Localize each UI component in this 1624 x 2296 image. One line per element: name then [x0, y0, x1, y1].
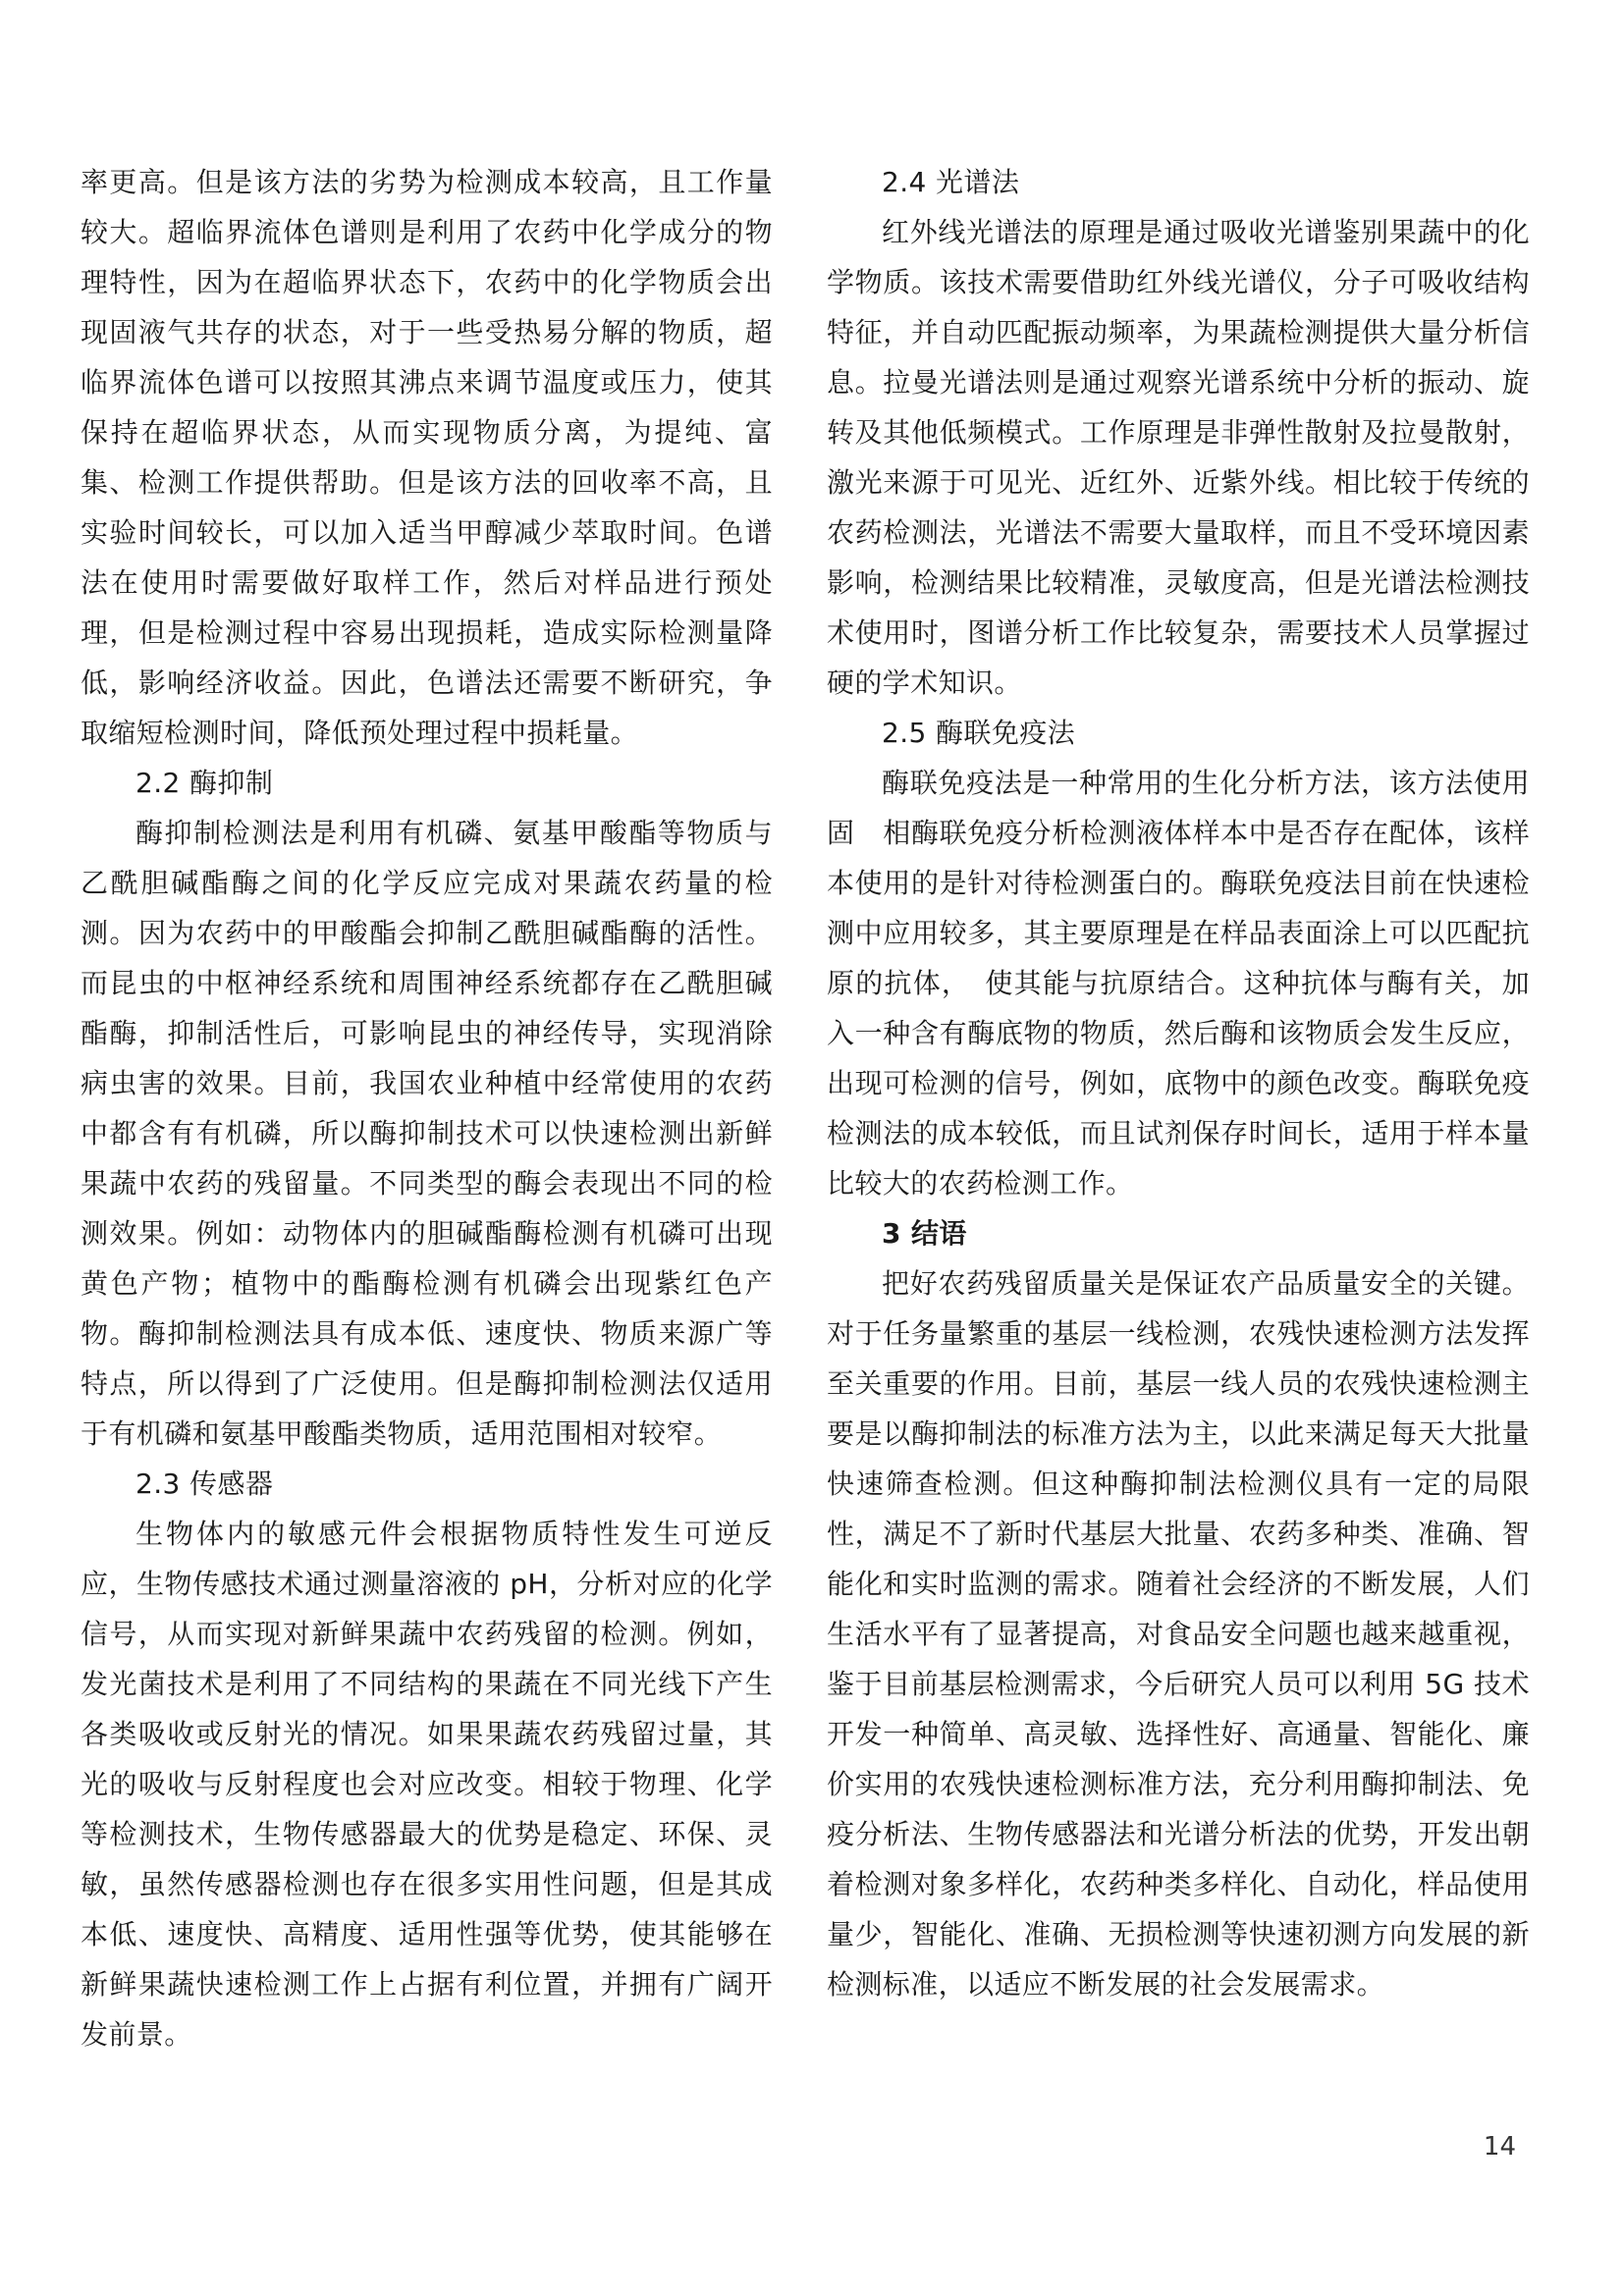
paragraph-enzyme-inhibition: 酶抑制检测法是利用有机磷、氨基甲酸酯等物质与乙酰胆碱酯酶之间的化学反应完成对果蔬农药量的检测。因为农药中的甲酸酯会抑制乙酰胆碱酯酶的活性。而昆虫的中枢神经系统和周围神经系统都存在乙酰胆碱酯酶，抑制活性后，可影响昆虫的神经传导，实现消除病虫害的效果。目前，我国农业种植中经常使用的农药中都含有有机磷，所以酶抑制技术可以快速检测出新鲜果蔬中农药的残留量。不同类型的酶会表现出不同的检测效果。例如：动物体内的胆碱酯酶检测有机磷可出现黄色产物；植物中的酯酶检测有机磷会出现紫红色产物。酶抑制检测法具有成本低、速度快、物质来源广等特点，所以得到了广泛使用。但是酶抑制检测法仅适用于有机磷和氨基甲酸酯类物质，适用范围相对较窄。	[81, 817, 773, 1450]
right-column	[827, 157, 1530, 2009]
heading-elisa: 2.5 酶联免疫法	[882, 717, 1076, 749]
paragraph-elisa: 酶联免疫法是一种常用的生化分析方法，该方法使用固 相酶联免疫分析检测液体样本中是否存在配体，该样本使用的是针对待检测蛋白的。酶联免疫法目前在快速检测中应用较多，其主要原理是在样品表面涂上可以匹配抗原的抗体， 使其能与抗原结合。这种抗体与酶有关，加入一种含有酶底物的物质，然后酶和该物质会发生反应，出现可检测的信号，例如，底物中的颜色改变。酶联免疫检测法的成本较低，而且试剂保存时间长，适用于样本量比较大的农药检测工作。	[827, 767, 1530, 1200]
paragraph-sensor: 生物体内的敏感元件会根据物质特性发生可逆反应，生物传感技术通过测量溶液的 pH，分析对应的化学信号，从而实现对新鲜果蔬中农药残留的检测。例如，发光菌技术是利用了不同结构的果蔬在不同光线下产生各类吸收或反射光的情况。如果果蔬农药残留过量，其光的吸收与反射程度也会对应改变。相较于物理、化学等检测技术，生物传感器最大的优势是稳定、环保、灵敏，虽然传感器检测也存在很多实用性问题，但是其成本低、速度快、高精度、适用性强等优势，使其能够在新鲜果蔬快速检测工作上占据有利位置，并拥有广阔开发前景。	[81, 1518, 773, 2051]
paragraph-conclusion: 把好农药残留质量关是保证农产品质量安全的关键。对于任务量繁重的基层一线检测，农残快速检测方法发挥至关重要的作用。目前，基层一线人员的农残快速检测主要是以酶抑制法的标准方法为主，以此来满足每天大批量快速筛查检测。但这种酶抑制法检测仪具有一定的局限性，满足不了新时代基层大批量、农药多种类、准确、智能化和实时监测的需求。随着社会经济的不断发展，人们生活水平有了显著提高，对食品安全问题也越来越重视，鉴于目前基层检测需求，今后研究人员可以利用 5G 技术开发一种简单、高灵敏、选择性好、高通量、智能化、廉价实用的农残快速检测标准方法，充分利用酶抑制法、免疫分析法、生物传感器法和光谱分析法的优势，开发出朝着检测对象多样化，农药种类多样化、自动化，样品使用量少，智能化、准确、无损检测等快速初测方向发展的新检测标准，以适应不断发展的社会发展需求。	[827, 1267, 1530, 2001]
heading-conclusion: 3 结语	[882, 1217, 967, 1250]
paragraph-chromatography-continued: 率更高。但是该方法的劣势为检测成本较高，且工作量较大。超临界流体色谱则是利用了农药中化学成分的物理特性，因为在超临界状态下，农药中的化学物质会出现固液气共存的状态，对于一些受热易分解的物质，超临界流体色谱可以按照其沸点来调节温度或压力，使其保持在超临界状态，从而实现物质分离，为提纯、富集、检测工作提供帮助。但是该方法的回收率不高，且实验时间较长，可以加入适当甲醇减少萃取时间。色谱法在使用时需要做好取样工作，然后对样品进行预处理，但是检测过程中容易出现损耗，造成实际检测量降低，影响经济收益。因此，色谱法还需要不断研究，争取缩短检测时间，降低预处理过程中损耗量。	[81, 166, 773, 749]
heading-spectroscopy: 2.4 光谱法	[882, 166, 1020, 198]
heading-sensor: 2.3 传感器	[135, 1468, 274, 1500]
paragraph-spectroscopy: 红外线光谱法的原理是通过吸收光谱鉴别果蔬中的化学物质。该技术需要借助红外线光谱仪，分子可吸收结构特征，并自动匹配振动频率，为果蔬检测提供大量分析信息。拉曼光谱法则是通过观察光谱系统中分析的振动、旋转及其他低频模式。工作原理是非弹性散射及拉曼散射，激光来源于可见光、近红外、近紫外线。相比较于传统的农药检测法，光谱法不需要大量取样，而且不受环境因素影响，检测结果比较精准，灵敏度高，但是光谱法检测技术使用时，图谱分析工作比较复杂，需要技术人员掌握过硬的学术知识。	[827, 216, 1530, 699]
left-column	[81, 157, 773, 2059]
heading-enzyme-inhibition: 2.2 酶抑制	[135, 767, 274, 799]
page-number: 14	[1483, 2132, 1516, 2162]
